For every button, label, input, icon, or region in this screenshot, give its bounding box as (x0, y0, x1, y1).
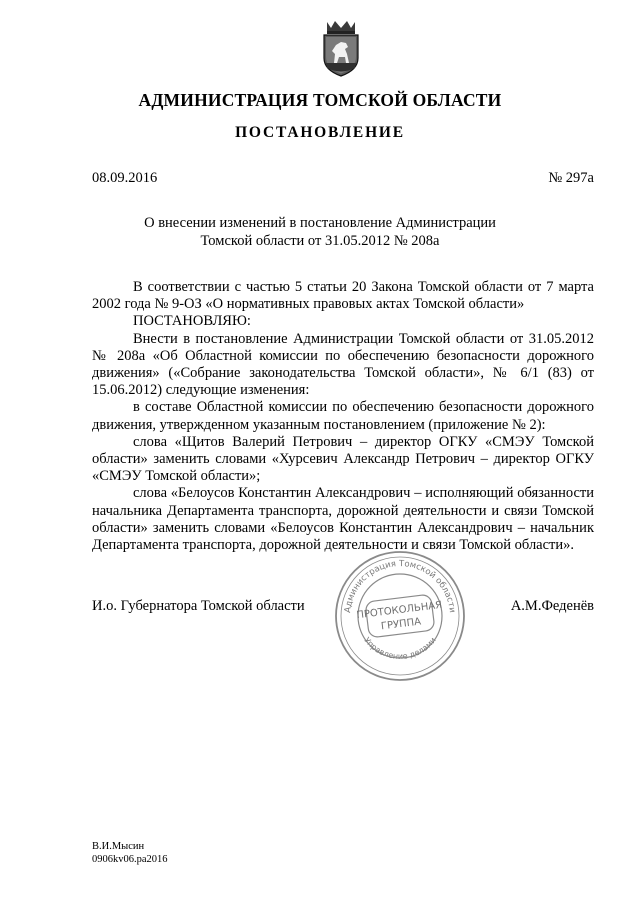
document-type: ПОСТАНОВЛЕНИЕ (235, 124, 405, 141)
body-paragraph-3: Внести в постановление Администрации Томской области от 31.05.2012 № 208а «Об Областной комиссии по обеспечению безопасности дорожного движения» («Собрание законодательства Томской области», № 6/1 (83) от 15.06.2012) следующие изменения: (92, 330, 594, 399)
subject-line-2: Томской области от 31.05.2012 № 208а (200, 233, 440, 249)
body-paragraph-4: в составе Областной комиссии по обеспечению безопасности дорожного движения, утвержденном указанным постановлением (приложение № 2): (92, 399, 594, 433)
stamp-center-line-2: ГРУППА (380, 616, 422, 633)
official-stamp (332, 548, 468, 684)
stamp-center-line-1: ПРОТОКОЛЬНАЯ (355, 599, 443, 622)
footer-file-code: 0906kv06.ра2016 (92, 853, 168, 865)
body-paragraph-6: слова «Белоусов Константин Александрович – исполняющий обязанности начальника Департамента транспорта, дорожной деятельности и связи Томской области» заменить словами «Белоусов Константин Александрович – начальник Департамента транспорта, дорожной деятельности и связи Томской области». (92, 485, 594, 554)
document-body (92, 279, 594, 554)
signatory-position: И.о. Губернатора Томской области (92, 598, 305, 614)
document-subject (0, 214, 640, 250)
subject-line-1: О внесении изменений в постановление Администрации (144, 215, 496, 231)
stamp-ring-text: Администрация Томской области (343, 558, 457, 614)
organization-title: АДМИНИСТРАЦИЯ ТОМСКОЙ ОБЛАСТИ (138, 90, 502, 110)
body-paragraph-1: В соответствии с частью 5 статьи 20 Закона Томской области от 7 марта 2002 года № 9-ОЗ «О нормативных правовых актах Томской области» (92, 279, 594, 313)
body-paragraph-5: слова «Щитов Валерий Петрович – директор ОГКУ «СМЭУ Томской области» заменить словами «Хурсевич Александр Петрович – директор ОГКУ «СМЭУ Томской области»; (92, 433, 594, 485)
document-number: № 297а (548, 170, 594, 186)
coat-of-arms-icon (317, 18, 365, 78)
document-footer (92, 841, 168, 866)
body-paragraph-2: ПОСТАНОВЛЯЮ: (133, 313, 251, 330)
stamp-bottom-text: Управление делами (362, 635, 438, 661)
footer-author: В.И.Мысин (92, 841, 145, 852)
svg-text:Управление делами (362, 636, 437, 661)
signatory-name: А.М.Феденёв (510, 598, 594, 614)
document-date: 08.09.2016 (92, 170, 158, 186)
